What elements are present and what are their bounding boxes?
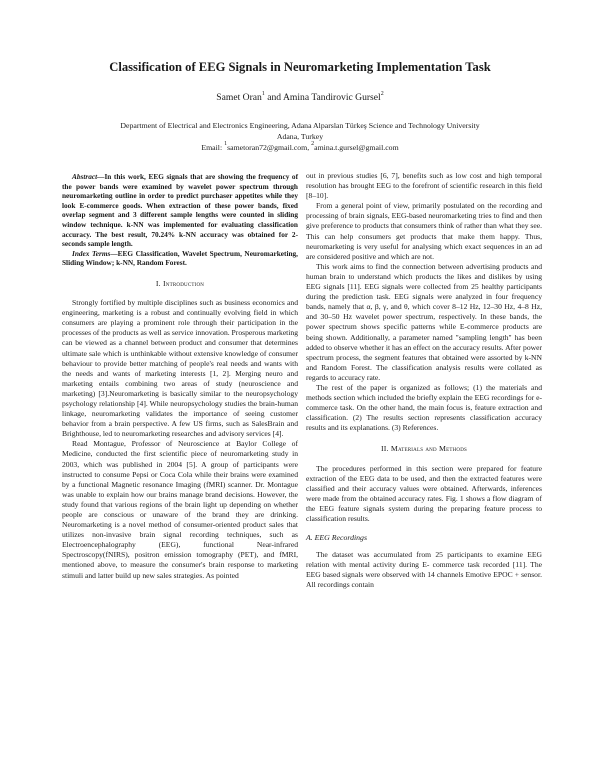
- abstract-text: In this work, EEG signals that are showing the frequency of the power bands were examined by wavelet power spectrum through neuromarketing outline in order to predict purchaser appetites while they look E-commerce goods. When extraction of these power bands, fixed overlap segment and 3 different sample lengths were counted in sliding window technique. k-NN was implemented for evaluating classification accuracy. The best result, 70.24% k-NN accuracy was obtained for 2-seconds sample length.: [62, 172, 298, 249]
- section-title: Introduction: [163, 278, 205, 288]
- email-line: [55, 142, 545, 153]
- author-and: and: [267, 92, 282, 103]
- right-column: [306, 171, 542, 591]
- abstract-label: Abstract—: [72, 172, 105, 181]
- email-1-sup: 1: [224, 141, 228, 147]
- affiliation-line-2: Adana, Turkey: [276, 132, 324, 141]
- subsection-heading-eeg-recordings: A. EEG Recordings: [306, 533, 367, 543]
- paper-title: Classification of EEG Signals in Neuromarketing Implementation Task: [109, 60, 491, 74]
- index-terms-label: Index Terms—: [72, 248, 118, 258]
- affiliation-line-1: Department of Electrical and Electronics Engineering, Adana Alparslan Türkeş Science and Technology University: [120, 121, 480, 130]
- section-heading-methods: [306, 444, 542, 454]
- paragraph: The rest of the paper is organized as follows; (1) the materials and methods section which included the briefly explain the EEG recordings for e-commerce task. On the other hand, the main focus is, feature extraction and classification. (2) The results section represents classification accuracy results and its explanations. (3) References.: [306, 382, 542, 433]
- email-1[interactable]: sametoran72@gmail.com,: [227, 143, 310, 152]
- paragraph: The procedures performed in this section were prepared for feature extraction of the EEG data to be used, and then the extracted features were classified and their accuracy values were obtained. Afterwards, inferences were made from the obtained accuracy rates. Fig. 1 shows a flow diagram of the EEG feature signals system during the preparing feature process to classification results.: [306, 463, 542, 523]
- section-number: I.: [155, 278, 161, 288]
- paragraph: The dataset was accumulated from 25 participants to examine EEG relation with mental activity during E- commerce task recorded [11]. The EEG based signals were observed with 14 channels Emotive EPOC + sensor. All recordings contain: [306, 550, 542, 590]
- author-line: [0, 92, 600, 103]
- section-heading-introduction: [62, 279, 298, 289]
- section-number: II.: [380, 444, 389, 454]
- abstract: [62, 172, 298, 268]
- left-column: [62, 172, 298, 581]
- author-2-sup: 2: [380, 91, 384, 97]
- paragraph: out in previous studies [6, 7], benefits such as low cost and high temporal resolution has brought EEG to the forefront of scientific research in this field [8–10].: [306, 171, 542, 201]
- email-2-sup: 2: [311, 141, 315, 147]
- section-title: Materials and Methods: [390, 444, 468, 454]
- affiliation: [55, 120, 545, 153]
- email-label: Email:: [201, 143, 223, 152]
- index-terms-text: EEG Classification, Wavelet Spectrum, Neuromarketing, Sliding Window; k-NN, Random Forest.: [62, 248, 298, 268]
- author-2: Amina Tandirovic Gursel: [282, 92, 381, 103]
- paragraph: Read Montague, Professor of Neuroscience at Baylor College of Medicine, conducted the first scientific piece of neuromarketing study in 2003, which was published in 2004 [5]. A group of participants were instructed to consume Pepsi or Coca Cola while their brains were examined by a functional Magnetic resonance Imaging (fMRI) scanner. Dr. Montague was unable to explain how our brains manage brand decisions. However, the study found that various regions of the brain light up depending on whether people are conscious or unaware of the brand they are drinking. Neuromarketing is a novel method of consumer-oriented product sales that utilizes non-invasive brain signal recording techniques, such as Electroencephalography (EEG), functional Near-infrared Spectroscopy(fNIRS), positron emission tomography (PET), and fMRI, mentioned above, to measure the consumer's brain response to marketing stimuli and latter build up new sales strategies. As pointed: [62, 439, 298, 580]
- email-2[interactable]: amina.t.gursel@gmail.com: [314, 143, 399, 152]
- paragraph: From a general point of view, primarily postulated on the recording and processing of brain signals, EEG-based neuromarketing tries to find and then give preference to products that consumers think of rather than what they see. This can help consumers get products that make them happy. Thus, neuromarketing is very useful for analysing which exact sequences in an ad are considered positive and which are not.: [306, 201, 542, 261]
- paragraph: This work aims to find the connection between advertising products and human brain to understand which products the likes and dislikes by using EEG signals [11]. EEG signals were collected from 25 healthy participants during the prediction task. EEG signals were analyzed in four frequency bands, namely that α, β, γ, and θ, which cover 8–12 Hz, 12–30 Hz, 4–8 Hz, and 30–50 Hz wavelet power spectrum, respectively. In these bands, the power spectrum shows specific patterns while E-commerce products are being shown. Additionally, a parameter named "sampling length" has been added to observe whether it has an effect on the accuracy results. After power spectrum process, the segment features that obtained were assorted by k-NN and Random Forest. The classification analysis results were collated as regards to accuracy rate.: [306, 261, 542, 382]
- paragraph: Strongly fortified by multiple disciplines such as business economics and engineering, marketing is a robust and continually evolving field in which consumers are playing a prominent role through their participation in the processes of the products as well as service innovation. Prosperous marketing can be viewed as a channel between product and consumer that determines ultimate sale which is unthinkable without extensive knowledge of consumer behaviour to provide better matching of people's real needs and wants with the needs and wants of marketing interests [1, 2]. Merging neuro and marketing entails combining two areas of study (neuroscience and marketing) [3].Neuromarketing is basically similar to the neuropsychology psychology relationship [4]. While neuropsychology studies the brain-human linkage, neuromarketing validates the importance of seeing customer behavior from a brain perspective. A few US firms, such as SalesBrain and Brighthouse, led to neuromarketing researches and advisory services [4].: [62, 298, 298, 439]
- author-1: Samet Oran: [216, 92, 262, 103]
- author-1-sup: 1: [261, 91, 265, 97]
